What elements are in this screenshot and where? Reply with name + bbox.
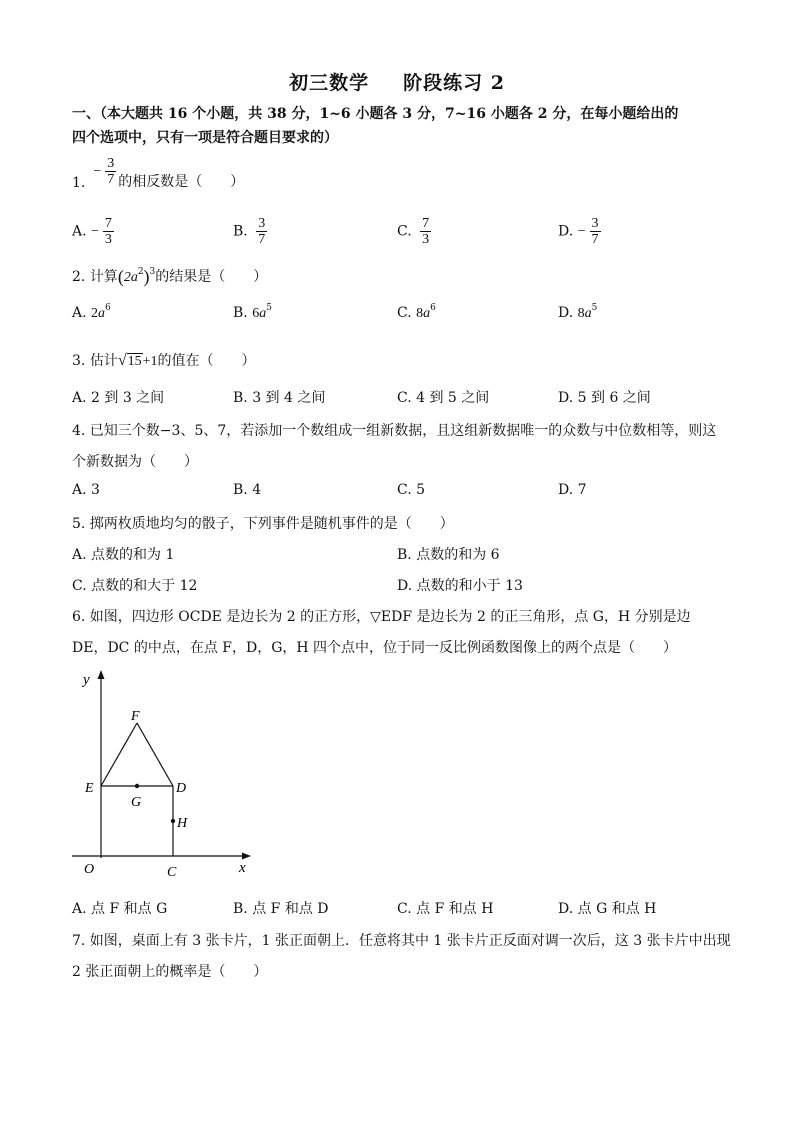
label-D: D — [176, 781, 187, 796]
q5-option-d[interactable]: D. 点数的和小于 13 — [397, 578, 523, 594]
question-4-line1: 4. 已知三个数−3、5、7，若添加一个数组成一组新数据，且这组新数据唯一的众数与中位数相等，则这 — [72, 423, 717, 439]
q2-option-a[interactable]: A. $2a^6$ — [72, 303, 111, 321]
label-H: H — [177, 816, 188, 831]
q6-option-b[interactable]: B. 点 F 和点 D — [233, 901, 329, 917]
label-F: F — [131, 709, 140, 724]
x-axis-arrow — [242, 853, 251, 860]
section-heading-line2: 四个选项中，只有一项是符合题目要求的） — [72, 130, 338, 146]
section-heading-line1: 一、（本大题共 16 个小题，共 38 分，1~6 小题各 3 分，7~16 小题各 2 分，在每小题给出的 — [72, 106, 679, 122]
q3-option-b[interactable]: B. 3 到 4 之间 — [233, 390, 326, 406]
q5-option-a[interactable]: A. 点数的和为 1 — [72, 547, 175, 563]
q4-option-b[interactable]: B. 4 — [233, 482, 262, 498]
point-G — [135, 784, 139, 788]
y-axis-arrow — [98, 670, 105, 679]
label-G: G — [131, 795, 142, 810]
q4-option-d[interactable]: D. 7 — [558, 482, 587, 498]
q6-option-d[interactable]: D. 点 G 和点 H — [558, 901, 657, 917]
q3-option-d[interactable]: D. 5 到 6 之间 — [558, 390, 651, 406]
label-y: y — [83, 672, 90, 688]
q1-text: 的相反数是（ ） — [118, 174, 245, 190]
label-x: x — [239, 860, 246, 876]
q1-option-a[interactable]: A. − $\frac{7}{3}$ — [72, 216, 112, 247]
question-6-line1: 6. 如图，四边形 OCDE 是边长为 2 的正方形，▽EDF 是边长为 2 的正三角形，点 G，H 分别是边 — [72, 609, 691, 625]
title-subject: 初三数学 — [289, 72, 370, 94]
q5-option-c[interactable]: C. 点数的和大于 12 — [72, 578, 198, 594]
q3-option-a[interactable]: A. 2 到 3 之间 — [72, 390, 165, 406]
question-4-line2: 个新数据为（ ） — [72, 454, 198, 470]
question-7-line1: 7. 如图，桌面上有 3 张卡片，1 张正面朝上．任意将其中 1 张卡片正反面对调一次后，这 3 张卡片中出现 — [72, 933, 731, 949]
q6-figure — [70, 668, 260, 880]
q2-option-b[interactable]: B. $6a^5$ — [233, 303, 272, 321]
q3-option-c[interactable]: C. 4 到 5 之间 — [397, 390, 490, 406]
q4-option-c[interactable]: C. 5 — [397, 482, 426, 498]
question-1: 1.− $\frac{3}{7}$ 的相反数是（ ） — [72, 156, 245, 191]
q6-option-c[interactable]: C. 点 F 和点 H — [397, 901, 494, 917]
point-H — [171, 819, 175, 823]
edge-FD — [137, 723, 173, 786]
q1-option-c[interactable]: C. $\frac{7}{3}$ — [397, 216, 430, 247]
q1-option-b[interactable]: B. $\frac{3}{7}$ — [233, 216, 266, 247]
q1-fraction: $\frac{3}{7}$ — [107, 156, 115, 187]
title-exercise: 阶段练习 2 — [403, 72, 505, 94]
page-title — [0, 68, 794, 95]
section-heading — [72, 102, 722, 150]
question-2: 2. 计算$(2a^2)^3$的结果是（ ） — [72, 266, 268, 287]
q4-option-a[interactable]: A. 3 — [72, 482, 100, 498]
q2-option-d[interactable]: D. $8a^5$ — [558, 303, 598, 321]
question-7-line2: 2 张正面朝上的概率是（ ） — [72, 964, 268, 980]
label-C: C — [167, 865, 177, 880]
question-5: 5. 掷两枚质地均匀的骰子，下列事件是随机事件的是（ ） — [72, 516, 454, 532]
q5-option-b[interactable]: B. 点数的和为 6 — [397, 547, 500, 563]
q2-option-c[interactable]: C. $8a^6$ — [397, 303, 436, 321]
q6-option-a[interactable]: A. 点 F 和点 G — [72, 901, 168, 917]
q1-option-d[interactable]: D. − $\frac{3}{7}$ — [558, 216, 599, 247]
question-6-line2: DE，DC 的中点，在点 F，D，G，H 四个点中，位于同一反比例函数图像上的两个点是（ ） — [72, 640, 678, 656]
label-E: E — [85, 781, 94, 796]
label-O: O — [84, 862, 95, 877]
question-3: 3. 估计√15+1的值在（ ） — [72, 352, 256, 369]
q1-number: 1. — [72, 175, 86, 191]
edge-EF — [101, 723, 137, 786]
